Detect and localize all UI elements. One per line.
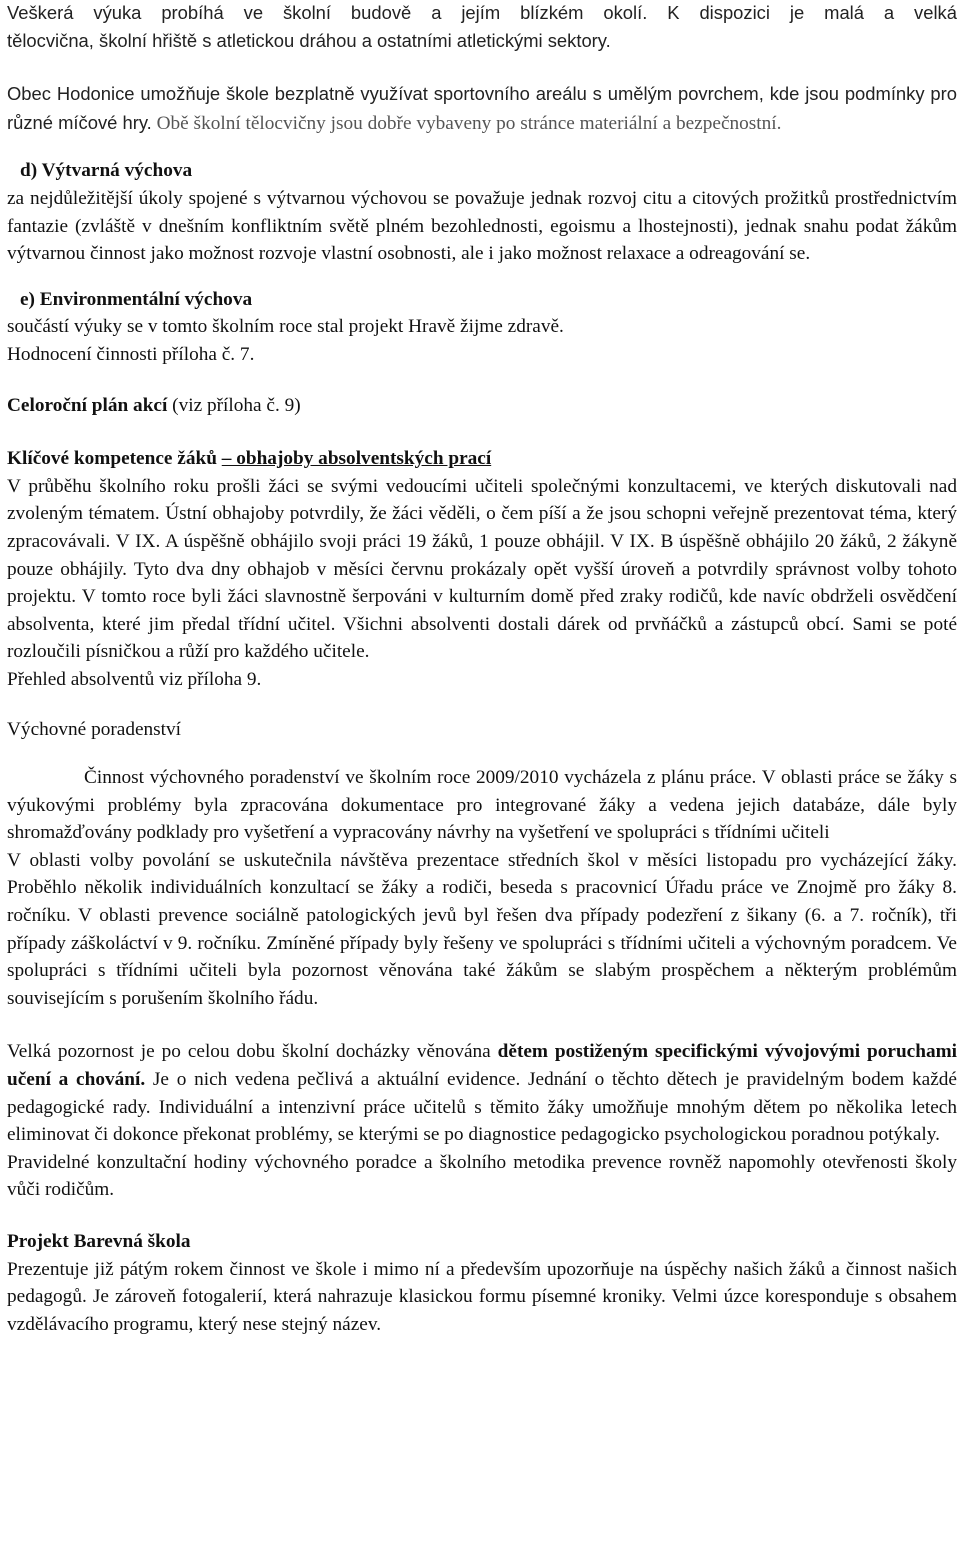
defenses-title: – obhajoby absolventských prací	[221, 448, 492, 470]
special-needs-rest: Je o nich vedena pečlivá a aktuální evidence. Jednání o těchto dětech je pravidelným bodem každé pedagogické rady. Individuální a intenzivní práce učitelů s těmito žáky umožňuje mnohým dětem po několika letech eliminovat či dokonce překonat problémy, se kterými se po diagnostice pedagogicko psychologickou poradnou potýkaly.	[7, 1069, 957, 1146]
paragraph-art-education: za nejdůležitější úkoly spojené s výtvarnou výchovou se považuje jednak rozvoj citu a citových prožitků prostřednictvím fantazie (zvláště v dnešním konfliktním světě plném bezohlednosti, egoismu a lhostejnosti), jednak snahu podat žákům výtvarnou činnost jako možnost rozvoje vlastní osobnosti, ale i jako možnost relaxace a odreagování se.	[7, 187, 957, 265]
annual-plan-reference: (viz příloha č. 9)	[167, 394, 301, 416]
spacer	[7, 693, 957, 716]
spacer	[7, 1204, 957, 1228]
paragraph-counseling-1: Činnost výchovného poradenství ve školním roce 2009/2010 vycházela z plánu práce. V oblasti práce se žáky s výukovými problémy byla zpracována dokumentace pro integrované žáky a vedena jejich databáze, dále byly shromažďovány podklady pro vyšetření a vypracovány návrhy na vyšetření ve spolupráci s třídními učiteli	[7, 767, 957, 844]
spacer	[7, 137, 957, 157]
facilities-line-2: tělocvična, školní hřiště s atletickou dráhou a ostatními atletickými sektory.	[7, 29, 611, 51]
document-page	[7, 0, 957, 1338]
paragraph-counseling-2: V oblasti volby povolání se uskutečnila návštěva prezentace středních škol v měsíci listopadu pro vycházející žáky. Proběhlo několik individuálních konzultací se žáky a rodiči, beseda s pracovnicí Úřadu práce ve Znojmě pro žáky 8. ročníku. V oblasti prevence sociálně patologických jevů byl řešen dva případy podezření z šikany (6. a 7. ročník), tři případy záškoláctví v 9. ročníku. Zmíněné případy byly řešeny ve spolupráci s třídními učiteli a výchovným poradcem. Ve spolupráci s třídními učiteli byla pozornost věnována také žákům se slabým prospěchem a některým problémům souvisejícím s porušením školního řádu.	[7, 849, 957, 1009]
paragraph-key-competences: V průběhu školního roku prošli žáci se svými vedoucími učiteli společnými konzultacemi, ve kterých diskutovali nad zvoleným tématem. Ústní obhajoby potvrdily, že žáci věděli, o čem píší a že jsou schopni veřejně prezentovat téma, který zpracovávali. V IX. A úspěšně obhájilo svoji práci 19 žáků, 1 pouze obhájil. V IX. B úspěšně obhájilo 20 žáků, 2 žákyně pouze obhájily. Tyto dva dny obhajob v měsíci červnu prokázaly opět vyšší úroveň a potvrdily správnost volby tohoto projektu. V tomto roce byli žáci slavnostně šerpováni v kulturním domě před zraky rodičů, kde navíc obdrželi osvědčení absolventa, které jim předal třídní učitel. Všichni absolventi dostali dárek od prvňáčků a zástupců obcí. Sami se poté rozloučili písničkou a růží pro každého učitele.	[7, 475, 957, 663]
paragraph-colorful-school-project: Prezentuje již pátým rokem činnost ve škole i mimo ní a především upozorňuje na úspěchy našich žáků a činnost našich pedagogů. Je zároveň fotogalerií, která nahrazuje klasickou formu písemné kroniky. Velmi úzce koresponduje s obsahem vzdělávacího programu, který nese stejný název.	[7, 1258, 957, 1335]
paragraph-sports-area	[7, 80, 957, 137]
heading-key-competences	[7, 445, 957, 473]
special-needs-emphasis: dětem postiženým specifickými vývojovými poruchami učení a chování.	[7, 1041, 958, 1090]
heading-art-education: d) Výtvarná výchova	[20, 160, 193, 182]
gyms-text: Obě školní tělocvičny jsou dobře vybaveny po stránce materiální a bezpečnostní.	[151, 112, 782, 134]
heading-counseling: Výchovné poradenství	[7, 719, 182, 741]
environmental-line-2: Hodnocení činnosti příloha č. 7.	[7, 343, 255, 365]
spacer	[7, 268, 957, 286]
spacer	[7, 744, 957, 764]
special-needs-intro: Velká pozornost je po celou dobu školní docházky věnována	[7, 1041, 498, 1063]
spacer	[7, 419, 957, 445]
key-competences-title: Klíčové kompetence žáků	[7, 448, 217, 470]
paragraph-annual-plan	[7, 392, 957, 420]
sports-area-text: Obec Hodonice umožňuje škole bezplatně využívat sportovního areálu s umělým povrchem, kde jsou podmínky pro různé míčové hry.	[7, 83, 957, 133]
paragraph-special-needs	[7, 1038, 957, 1148]
facilities-line-1: Veškerá výuka probíhá ve školní budově a jejím blízkém okolí. K dispozici je malá a velká	[7, 2, 957, 23]
heading-environmental-education: e) Environmentální výchova	[20, 288, 253, 310]
heading-colorful-school-project: Projekt Barevná škola	[7, 1230, 191, 1252]
spacer	[7, 54, 957, 80]
paragraph-consultation-hours: Pravidelné konzultační hodiny výchovného poradce a školního metodika prevence rovněž napomohly otevřenosti školy vůči rodičům.	[7, 1151, 957, 1201]
graduates-overview: Přehled absolventů viz příloha 9.	[7, 668, 262, 690]
environmental-line-1: součástí výuky se v tomto školním roce stal projekt Hravě žijme zdravě.	[7, 316, 564, 338]
paragraph-facilities	[7, 0, 957, 54]
spacer	[7, 1012, 957, 1038]
spacer	[7, 369, 957, 392]
annual-plan-title: Celoroční plán akcí	[7, 394, 168, 416]
